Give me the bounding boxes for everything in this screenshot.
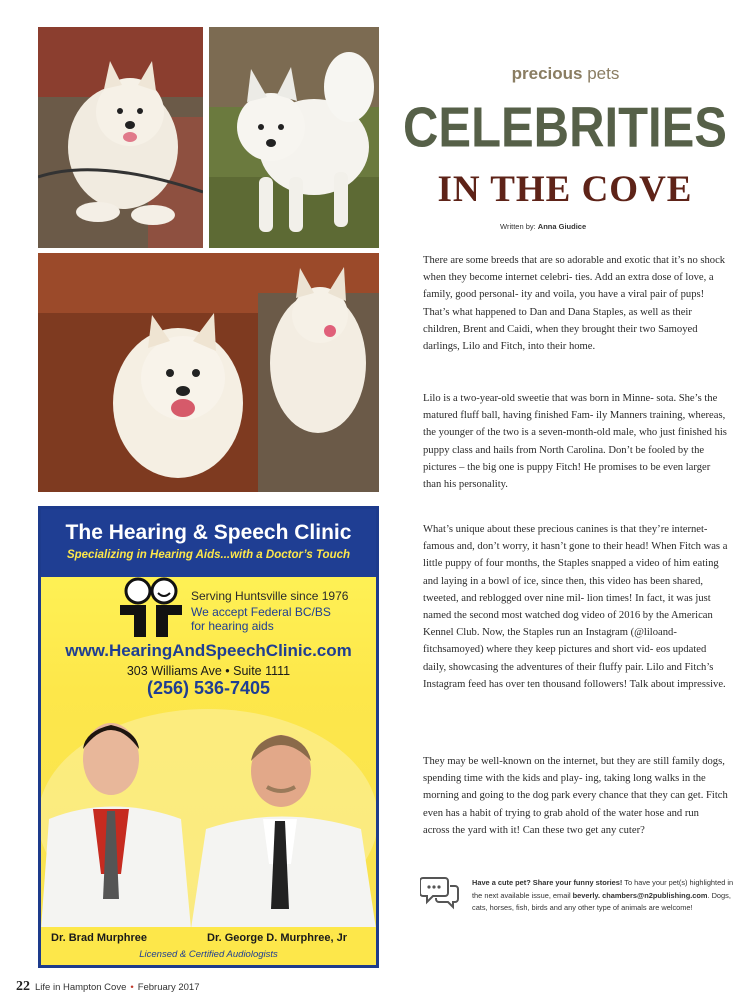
clinic-advertisement — [38, 506, 379, 968]
clinic-logo-icon — [116, 571, 188, 639]
ad-insurance-note: We accept Federal BC/BS for hearing aids — [191, 605, 331, 633]
article-paragraph: Lilo is a two-year-old sweetie that was born in Minne- sota. She’s the matured fluff ball, having finished Fam- ily Manners training, whereas, the younger of the two is a seven-month-old male, who just finished his puppy class and hails from North Carolina. Don’t be fooled by the pictures – the big one is puppy Fitch! He promises to be even larger than his personality. — [423, 393, 727, 491]
dog-photo-two-samoyeds — [38, 253, 379, 492]
footer-separator: • — [130, 982, 134, 993]
ad-clinic-name: The Hearing & Speech Clinic — [65, 521, 352, 544]
issue-date: February 2017 — [137, 982, 200, 993]
article-title-line2: IN THE COVE — [437, 169, 693, 210]
ad-serving-since: Serving Huntsville since 1976 — [191, 589, 349, 603]
ad-doctor-name: Dr. Brad Murphree — [51, 932, 147, 944]
callout-email-link[interactable]: beverly. chambers@n2publishing.com — [572, 890, 708, 900]
article-paragraph: There are some breeds that are so adorable and exotic that it’s no shock when they become internet celebri- ties. Add an extra dose of love, a family, good personal- ity and voila, you have a viral pair of pups! That’s what happened to Dan and Dana Staples, as well as their children, Brent and Caidi, when they brought their two Samoyed darlings, Lilo and Fitch, into their home. — [423, 255, 726, 353]
ad-doctor-name: Dr. George D. Murphree, Jr — [207, 932, 347, 944]
page-number: 22 — [16, 979, 30, 994]
byline: Written by: Anna Giudice — [500, 222, 587, 231]
section-kicker: precious pets — [511, 64, 620, 83]
page-footer — [16, 979, 199, 995]
ad-tagline: Specializing in Hearing Aids...with a Doctor’s Touch — [66, 549, 351, 561]
publication-name: Life in Hampton Cove — [35, 982, 127, 993]
ad-address: 303 Williams Ave • Suite 1111 — [126, 664, 291, 678]
article-paragraph: What’s unique about these precious canines is that they’re internet-famous and, don’t worry, it hasn’t gone to their head! When Fitch was a little puppy of four months, the Staples snapped a video of him eating and laying in a bowl of ice, since then, this video has been shared, tweeted, and reblogged over nine mil- lion times! In fact, it was just named the second most watched dog video of 2016 by the American Kennel Club. Now, the Staples run an Instagram (@liloand- fitchsamoyed) where they keep pictures and short vid- eos updated daily, showcasing the adventures of their fluffy pair. Lilo and Fitch’s Instagram feed has over ten thousand followers! Talk about impressive. — [423, 524, 728, 690]
ad-website-link[interactable]: www.HearingAndSpeechClinic.com — [65, 641, 352, 660]
dog-photo-standing-in-yard — [209, 27, 379, 248]
article-title-line1: CELEBRITIES — [403, 97, 727, 160]
ad-licensed-note: Licensed & Certified Audiologists — [139, 949, 278, 960]
ad-phone-number[interactable]: (256) 536-7405 — [146, 678, 271, 698]
doctors-photo — [41, 699, 376, 929]
article-paragraph: They may be well-known on the internet, but they are still family dogs, spending time with the kids and play- ing, taking long walks in the morning and going to the dog park every chance that they can get. Fitch even has a habit of trying to grab ahold of the water hose and run across the yard with it! Can these two get any cuter? — [423, 756, 728, 836]
callout-text: Have a cute pet? Share your funny stories! To have your pet(s) highlighted in the next available issue, email beverly. chambers@n2publishing.com. Dogs, cats, horses, fish, birds and any other type of animals are welcome! — [472, 878, 734, 913]
speech-bubble-icon — [420, 874, 460, 912]
dog-photo-puppy-on-steps — [38, 27, 203, 248]
